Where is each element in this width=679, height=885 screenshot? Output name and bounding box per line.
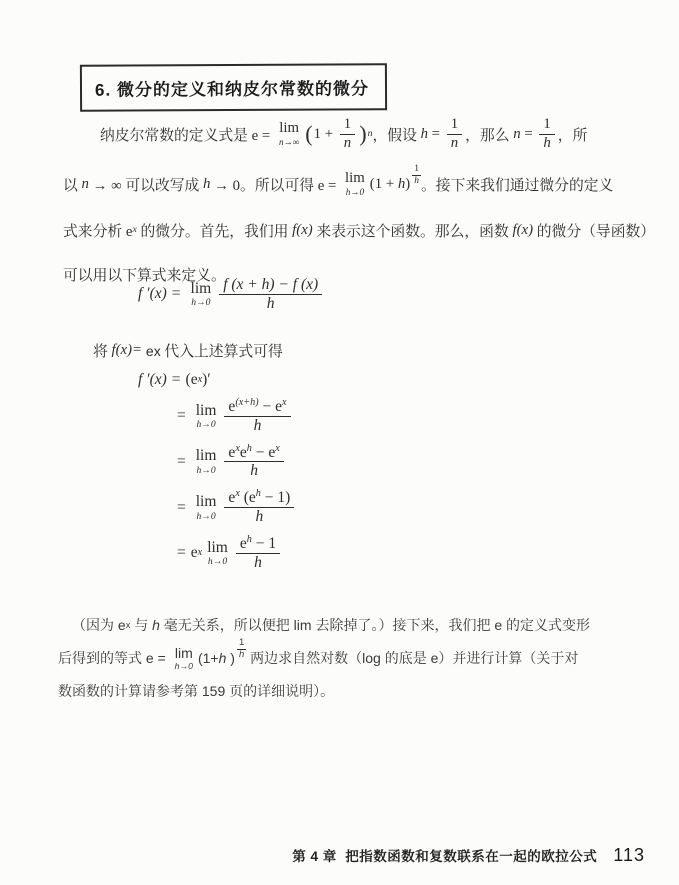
limit-notation [345, 171, 365, 197]
derivation-step [172, 398, 297, 435]
exponent: (x+h) [235, 396, 259, 408]
equals-sign: = [177, 498, 186, 516]
exponent: x [235, 442, 240, 454]
section-title: 6. 微分的定义和纳皮尔常数的微分 [80, 63, 387, 112]
intro-paragraph [63, 108, 656, 294]
exponent: x [282, 396, 287, 408]
open-paren: ( [369, 175, 375, 192]
text-run: 可以用以下算式来定义。 [63, 267, 226, 284]
math-e: e [239, 534, 247, 552]
open-paren: ( [305, 121, 313, 147]
fraction-numerator [224, 489, 294, 508]
fraction-numerator: 1 [340, 116, 355, 134]
fraction-denominator: h [250, 462, 258, 480]
math-e: (e [239, 489, 256, 507]
math-var-h: h [218, 650, 227, 666]
lim-word: lim [207, 538, 228, 556]
math-e: e [228, 443, 236, 461]
math-e: − e [251, 443, 276, 461]
text-run: → ∞ 可以改写成 [88, 177, 204, 194]
lim-word: lim [195, 447, 217, 465]
lim-subscript: h→0 [207, 556, 228, 568]
text-run: = [520, 125, 537, 142]
close-paren: ) [359, 121, 367, 147]
math-e: e [239, 443, 247, 461]
derivation-step [172, 489, 297, 526]
text-run: 。接下来我们通过微分的定义 [420, 177, 614, 194]
text-run: 纳皮尔常数的定义式是 e = [100, 127, 274, 144]
text-run: 后得到的等式 e = [58, 650, 170, 666]
math-var-n: n [81, 175, 89, 192]
fraction [224, 489, 294, 526]
text-run: 毫无关系，所以便把 lim 去除掉了。）接下来，我们把 e 的定义式变形 [159, 617, 591, 633]
math-fx: f(x) [512, 221, 534, 238]
fraction-denominator: h [266, 294, 275, 312]
fraction-denominator: n [343, 134, 352, 151]
derivation-block [138, 371, 297, 581]
fraction [539, 116, 554, 151]
text-line: 纳皮尔常数的定义式是 e = lim n→∞ ( 1 + $\frac{1}{n}$ ) n ，假设 h = $\frac{1}{n}$ ，那么 n = $\frac{1}{h}$ ，所 [100, 116, 588, 151]
text-run: (1+ [197, 650, 219, 666]
text-run: 1 + [374, 175, 398, 192]
lim-word: lim [279, 120, 299, 137]
text-run: ，所 [557, 127, 588, 144]
text-line [58, 676, 640, 706]
lim-word: lim [195, 493, 217, 510]
text-run: 两边求自然对数（log 的底是 e）并进行计算（关于对 [246, 650, 579, 666]
lim-subscript: h→0 [345, 186, 365, 197]
text-run: = [427, 125, 444, 142]
text-run: 数函数的计算请参考第 159 页的详细说明）。 [58, 683, 335, 699]
text-line [58, 636, 640, 676]
fraction-denominator: n [450, 134, 459, 151]
math-fx: f(x)= [111, 342, 143, 358]
math-var-h: h [152, 617, 160, 633]
fraction-numerator: 1 [539, 116, 554, 134]
fraction-numerator [224, 398, 290, 417]
text-run: 的微分（导函数） [533, 223, 656, 240]
page-number: 113 [613, 845, 645, 865]
lim-word: lim [190, 279, 212, 297]
text-line: 式来分析 e x 的微分。首先，我们用 f(x) 来表示这个函数。那么，函数 f(x) 的微分（导函数） [63, 221, 656, 240]
fraction-denominator: h [543, 134, 551, 151]
exponent: h [255, 488, 261, 500]
fraction [224, 398, 290, 435]
text-run: → 0。所以可得 e = [210, 177, 341, 194]
math-var-h: h [397, 175, 406, 192]
equals-sign: = [171, 371, 181, 388]
fraction-numerator: 1 [238, 636, 245, 648]
limit-notation [196, 403, 217, 430]
limit-notation [207, 540, 228, 567]
text-run: （因为 e [72, 617, 126, 633]
fraction [447, 116, 462, 151]
math-var-n: n [513, 125, 521, 142]
fraction [219, 276, 322, 313]
fraction [236, 535, 280, 572]
page-footer [292, 845, 645, 866]
exponent: x [235, 488, 240, 500]
fraction-numerator: 1 [414, 163, 419, 174]
text-run: 代入上述算式可得 [160, 344, 283, 360]
text-run: )′ [202, 371, 211, 388]
formula-lhs: f ′(x) [138, 371, 167, 388]
derivation-step: f ′(x) = (e x )′ [138, 371, 211, 388]
text-run: ) [226, 650, 235, 666]
exponent-fraction [412, 164, 421, 187]
text-run: ，假设 [372, 127, 421, 144]
exponent: x [275, 442, 280, 454]
close-paren: ) [405, 175, 411, 192]
fraction-denominator: h [238, 648, 245, 660]
text-line: （因为 e x 与 h 毫无关系，所以便把 lim 去除掉了。）接下来，我们把 e 的定义式变形 [72, 617, 591, 633]
math-var-h: h [203, 175, 211, 192]
formula-lhs: f ′(x) [138, 285, 167, 303]
limit-notation [191, 281, 212, 308]
limit-notation [279, 121, 299, 147]
text-run: − 1) [260, 489, 291, 507]
chapter-title: 第 4 章 把指数函数和复数联系在一起的欧拉公式 [292, 849, 598, 864]
fraction [224, 444, 283, 481]
lim-subscript: h→0 [191, 297, 211, 309]
limit-notation [196, 494, 217, 521]
lim-word: lim [174, 644, 193, 661]
math-var-h: h [420, 125, 428, 142]
lim-word: lim [195, 401, 217, 419]
closing-paragraph [58, 610, 640, 706]
fraction [340, 116, 355, 151]
text-run: 与 [130, 617, 153, 633]
limit-notation [196, 448, 217, 475]
text-run: 将 [93, 344, 112, 360]
lim-subscript: h→0 [196, 419, 216, 431]
exponent-fraction [237, 638, 246, 661]
exponent: h [246, 442, 252, 454]
fraction-numerator: 1 [447, 116, 462, 134]
fraction-denominator: h [414, 175, 419, 186]
text-run: − 1 [251, 534, 277, 552]
exponent: h [246, 533, 252, 545]
derivative-definition-formula [138, 276, 325, 313]
lim-subscript: h→0 [196, 464, 216, 476]
text-run: 式来分析 e [63, 223, 133, 240]
math-e: e [228, 489, 236, 507]
text-run: 的微分。首先，我们用 [136, 223, 293, 240]
text-run: 来表示这个函数。那么，函数 [312, 223, 513, 240]
fraction-numerator [224, 444, 283, 463]
fraction-numerator [236, 535, 280, 554]
equals-sign: = [171, 285, 181, 303]
text-run: (e [185, 371, 198, 388]
equals-sign: = [177, 452, 186, 470]
derivation-step: = e x lim h→0 $\frac{e^h - 1}{h}$ [172, 535, 297, 572]
substitution-line: 将 f(x)= e x 代入上述算式可得 [93, 342, 283, 360]
equals-sign: = [177, 544, 186, 562]
derivation-step [172, 444, 297, 481]
text-line [63, 160, 623, 208]
text-run: 以 [63, 177, 82, 194]
lim-subscript: h→0 [174, 660, 193, 671]
text-run: 1 + [313, 125, 337, 142]
text-run: ，那么 [465, 127, 514, 144]
equals-sign: = [177, 407, 186, 425]
lim-subscript: n→∞ [278, 136, 300, 147]
math-e: − e [258, 398, 283, 415]
fraction-denominator: h [254, 553, 262, 571]
math-e: e [228, 398, 236, 415]
math-e: e [190, 544, 198, 562]
math-fx: f(x) [292, 221, 313, 238]
lim-word: lim [345, 170, 365, 187]
limit-notation [175, 646, 193, 671]
math-e: e [142, 342, 154, 359]
fraction-denominator: h [255, 508, 264, 526]
fraction-numerator: f (x + h) − f (x) [219, 276, 322, 295]
lim-subscript: h→0 [196, 510, 216, 522]
fraction-denominator: h [253, 416, 262, 434]
